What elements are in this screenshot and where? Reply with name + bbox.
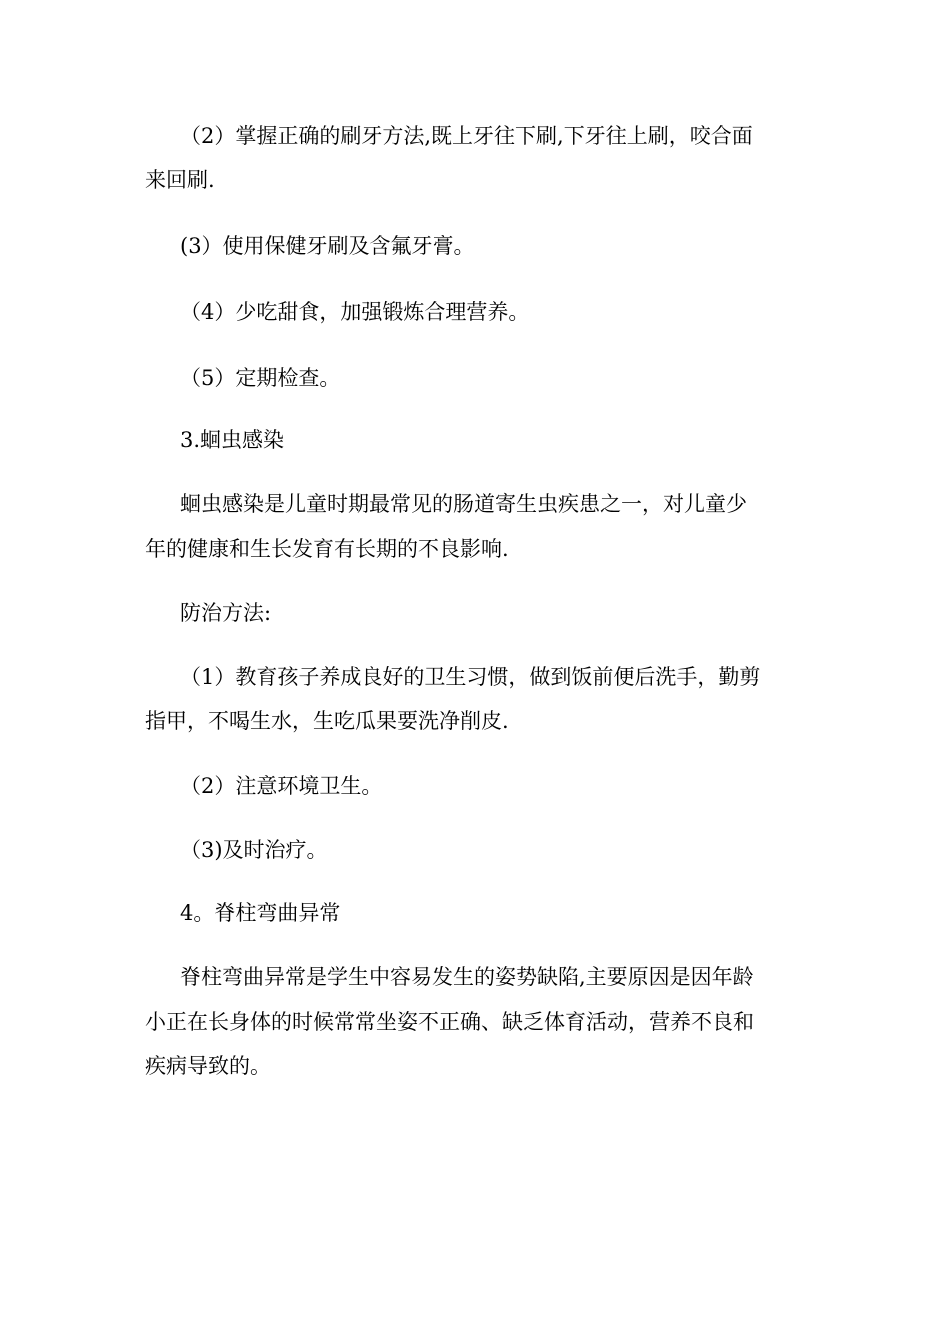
list-item-hygiene-habits: （1）教育孩子养成良好的卫生习惯，做到饭前便后洗手，勤剪 xyxy=(180,665,761,689)
paragraph-spine-cont-1: 小正在长身体的时候常常坐姿不正确、缺乏体育活动，营养不良和 xyxy=(145,1010,754,1034)
list-item-checkup: （5）定期检查。 xyxy=(180,366,341,390)
subheading-prevention: 防治方法: xyxy=(180,601,272,625)
list-item-hygiene-habits-cont: 指甲，不喝生水，生吃瓜果要洗净削皮. xyxy=(145,709,509,733)
paragraph-roundworm-cont: 年的健康和生长发育有长期的不良影响. xyxy=(145,537,509,561)
section-heading-roundworm: 3.蛔虫感染 xyxy=(180,428,285,452)
paragraph-spine-cont-2: 疾病导致的。 xyxy=(145,1054,271,1078)
paragraph-spine: 脊柱弯曲异常是学生中容易发生的姿势缺陷,主要原因是因年龄 xyxy=(180,965,754,989)
list-item-brushing-method-cont: 来回刷. xyxy=(145,168,215,192)
list-item-environment: （2）注意环境卫生。 xyxy=(180,774,383,798)
section-heading-spine: 4。脊柱弯曲异常 xyxy=(180,901,341,925)
list-item-toothbrush: (3）使用保健牙刷及含氟牙膏。 xyxy=(180,234,475,258)
list-item-brushing-method: （2）掌握正确的刷牙方法,既上牙往下刷,下牙往上刷，咬合面 xyxy=(180,124,753,148)
list-item-less-sweets: （4）少吃甜食，加强锻炼合理营养。 xyxy=(180,300,530,324)
paragraph-roundworm: 蛔虫感染是儿童时期最常见的肠道寄生虫疾患之一，对儿童少 xyxy=(180,492,747,516)
list-item-treatment: （3)及时治疗。 xyxy=(180,838,328,862)
